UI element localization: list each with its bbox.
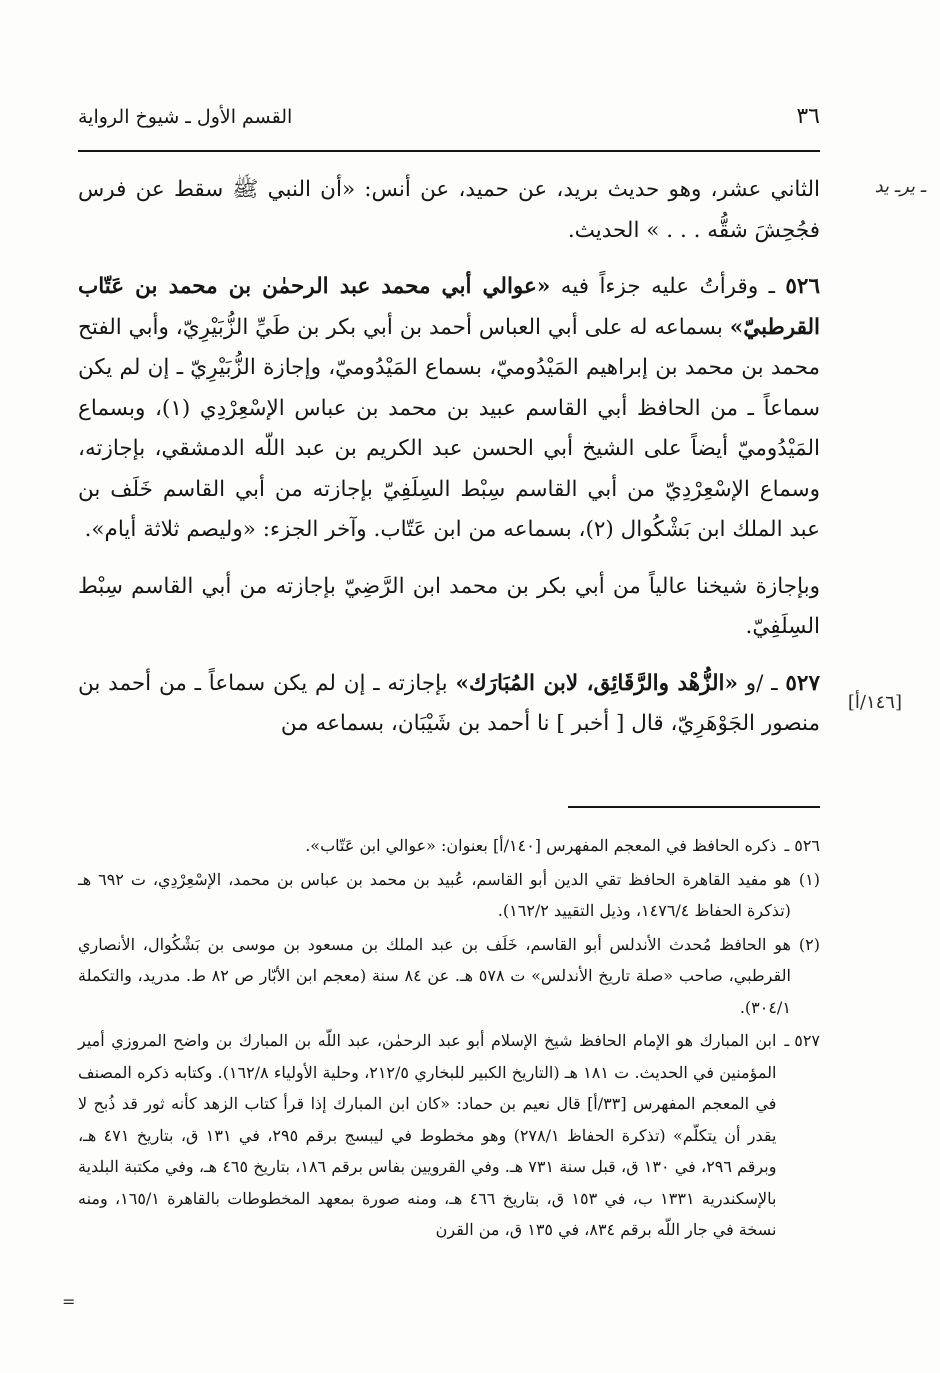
footnote-text: هو مفيد القاهرة الحافظ تقي الدين أبو القاسم، عُبيد بن محمد بن عباس بن محمد، الإسْعِرْدِي، ت ٦٩٢ هـ (تذكرة الحفاظ ١٤٧٦/٤، وذيل التقييد ١٦٢/٢). — [78, 869, 791, 920]
entry-number: ٥٢٦ — [785, 274, 820, 299]
footnote-label: ٥٢٧ ـ — [784, 1031, 820, 1050]
footnote — [78, 830, 820, 862]
footnote — [78, 929, 820, 1024]
main-text — [78, 170, 820, 761]
running-title: القسم الأول ـ شيوخ الرواية — [78, 106, 293, 128]
margin-note: ـ يرـ يد — [874, 176, 926, 197]
entry-526 — [78, 267, 820, 551]
footnote-label: (١) — [798, 869, 820, 889]
footnote-text: هو الحافظ مُحدث الأندلس أبو القاسم، خَلَف بن عبد الملك بن مسعود بن موسى بن بَشْكُوال، الأنصاري القرطبي، صاحب «صلة تاريخ الأندلس» ت ٥٧٨ هـ. عن ٨٤ سنة (معجم ابن الأبّار ص ٨٢ ط. مدريد، والتكملة ٣٠٤/١). — [78, 934, 791, 1017]
footnote-text: ابن المبارك هو الإمام الحافظ شيخ الإسلام أبو عبد الرحمٰن، عبد اللّه بن المبارك بن واضح المروزي أمير المؤمنين في الحديث. ت ١٨١ هـ (التاريخ الكبير للبخاري ٢١٢/٥، وحلية الأولياء ١٦٢/٨). وكتابه ذكره المصنف في المعجم المفهرس [٣٣/أ] قال نعيم بن حماد: «كان ابن المبارك إذا قرأ كتاب الزهد كأنه ثور قد ذُبح لا يقدر أن يتكلّم» (تذكرة الحفاظ ٢٧٨/١) وهو مخطوط في ليبسج برقم ٢٩٥، في ١٣١ ق، بتاريخ ٤٧١ هـ، وبرقم ٢٩٦، في ١٣٠ ق، قبل سنة ٧٣١ هـ. وفي القرويين بفاس برقم ١٨٦، بتاريخ ٤٦٥ هـ، وفي مكتبة البلدية بالإسكندرية ١٣٣١ ب، في ١٥٣ ق، بتاريخ ٤٦٦ هـ، ومنه صورة بمعهد المخطوطات بالقاهرة ١٦٥/١، ومنه نسخة في جار اللّه برقم ٨٣٤، في ١٣٥ ق، من القرن — [78, 1031, 777, 1239]
page-header — [78, 104, 820, 140]
entry-text: ـ وقرأتُ عليه جزءاً فيه — [560, 274, 775, 299]
book-title: «عوالي أبي محمد عبد الرحمٰن بن محمد بن عَتّاب القرطبيّ» — [78, 274, 820, 340]
footnote — [78, 1025, 820, 1246]
footnote-text: ذكره الحافظ في المعجم المفهرس [١٤٠/أ] بعنوان: «عوالي ابن عَتّاب». — [305, 836, 777, 855]
entry-number: ٥٢٧ — [785, 670, 821, 696]
continuation-mark: = — [62, 1292, 76, 1311]
book-title: «الزُّهْد والرَّقَائِق، لابن المُبَارَك» — [455, 670, 738, 696]
entry-527 — [78, 664, 820, 745]
footnote-rule — [568, 806, 820, 808]
paragraph-1: الثاني عشر، وهو حديث بريد، عن حميد، عن أنس: «أن النبي ﷺ سقط عن فرس فجُحِشَ شقُّه . . . » الحديث. — [78, 177, 820, 243]
entry-text: ـ /و — [745, 670, 778, 696]
footnote-label: (٢) — [798, 934, 820, 954]
footnote — [78, 864, 820, 927]
footnotes — [78, 830, 820, 1248]
entry-text: بسماعه له على أبي العباس أحمد بن أبي بكر بن طَيِّ الزُّبَيْرِيّ، وأبي الفتح محمد بن محمد بن إبراهيم المَيْدُوميّ، بسماع المَيْدُوميّ، وإجازة الزُّبَيْرِيّ ـ إن لم يكن سماعاً ـ من الحافظ أبي القاسم عبيد بن محمد بن عباس الإسْعِرْدِي (١)، وبسماع المَيْدُوميّ أيضاً على الشيخ أبي الحسن عبد الكريم بن عبد اللّه الدمشقي، بإجازته، وسماع الإسْعِرْدِيّ من أبي القاسم سِبْط السِلَفِيّ بإجازته من أبي القاسم خَلَف بن عبد الملك ابن بَشْكُوال (٢)، بسماعه من ابن عَتّاب. وآخر الجزء: «وليصم ثلاثة أيام». — [78, 314, 820, 542]
footnote-label: ٥٢٦ ـ — [784, 836, 820, 855]
page-number: ٣٦ — [796, 104, 820, 129]
entry-text: بإجازته ـ إن لم يكن سماعاً ـ من أحمد بن منصور الجَوْهَرِيّ، قال [ أخبر ] نا أحمد بن شَيْبَان، بسماعه من — [78, 670, 820, 736]
header-rule — [78, 150, 820, 152]
folio-marker: [١٤٦/أ] — [847, 692, 902, 713]
paragraph-3: وبإجازة شيخنا عالياً من أبي بكر بن محمد ابن الرَّضِيّ بإجازته من أبي القاسم سِبْط السِلَفِيّ. — [78, 573, 820, 639]
